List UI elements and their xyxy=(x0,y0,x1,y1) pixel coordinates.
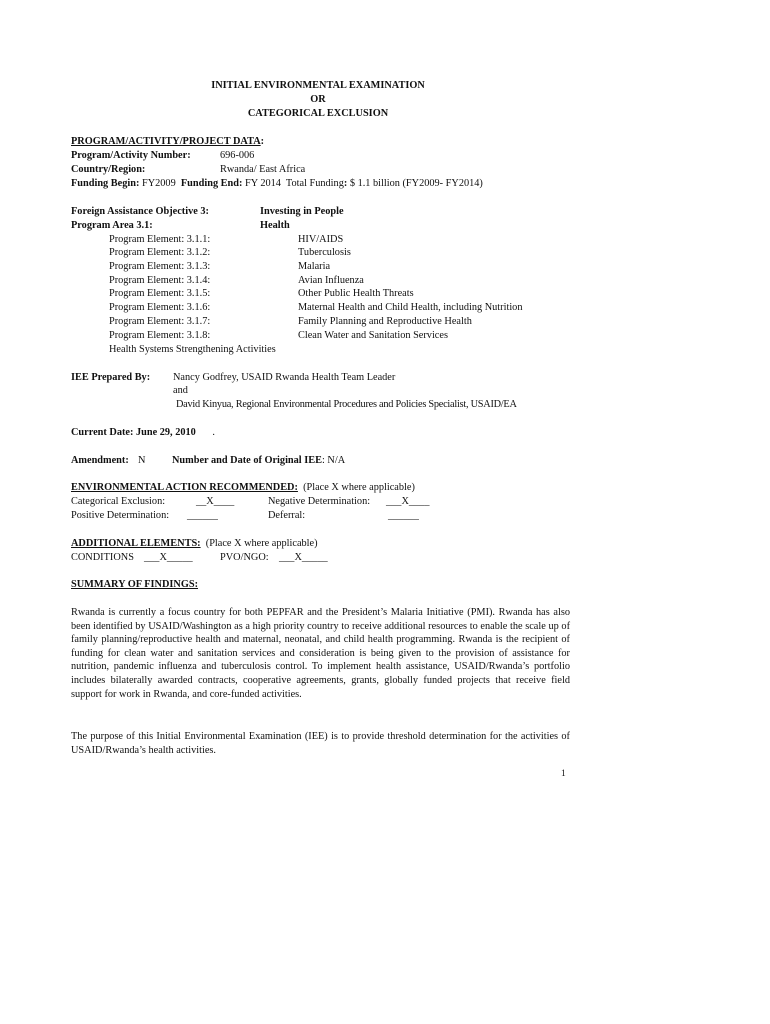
objective-label: Foreign Assistance Objective 3: xyxy=(71,206,209,217)
negative-determination-label: Negative Determination: xyxy=(268,496,371,507)
current-date-line xyxy=(71,426,215,439)
prepared-by-label: IEE Prepared By: xyxy=(71,372,151,383)
env-action-heading-line xyxy=(71,481,415,494)
program-element-value: Tuberculosis xyxy=(298,247,351,258)
categorical-exclusion-label: Categorical Exclusion: xyxy=(71,496,166,507)
conditions-value: ___X_____ xyxy=(144,552,193,563)
summary-paragraph-2: The purpose of this Initial Environmental Examination (IEE) is to provide threshold determination for the activities of USAID/Rwanda’s health activities. xyxy=(71,731,570,756)
positive-determination-value: ______ xyxy=(187,510,218,521)
program-element-label: Program Element: 3.1.2: xyxy=(109,247,211,258)
title-line-1: INITIAL ENVIRONMENTAL EXAMINATION xyxy=(211,80,425,91)
funding-begin-label: Funding Begin: xyxy=(71,178,140,189)
program-element-label: Program Element: 3.1.6: xyxy=(109,302,211,313)
program-data-heading xyxy=(71,135,264,148)
total-funding-label: Total Funding xyxy=(285,178,344,189)
total-funding-value: $ 1.1 billion (FY2009- FY2014) xyxy=(349,178,483,189)
current-date: Current Date: June 29, 2010 xyxy=(71,427,196,438)
program-element-value: Other Public Health Threats xyxy=(298,288,414,299)
negative-determination-value: ___X____ xyxy=(386,496,430,507)
original-iee-value: : N/A xyxy=(321,455,346,466)
program-element-value: Malaria xyxy=(298,261,331,272)
conditions-label: CONDITIONS xyxy=(71,552,134,563)
summary-paragraph-1: Rwanda is currently a focus country for both PEPFAR and the President’s Malaria Initiative (PMI). Rwanda has also been identified by USAID/Washington as a high priority country to receive additional resources to enable the scale up of family planning/reproductive health and maternal, neonatal, and child health programming. Rwanda is the recipient of funding for clean water and sanitation services and consideration is being given to the provision of assistance for nutrition, pandemic influenza and tuberculosis control. To implement health assistance, USAID/Rwanda’s portfolio includes bilaterally awarded contracts, cooperative agreements, grants, globally funded projects that receive field support for work in Rwanda, and core-funded activities. xyxy=(71,607,570,700)
deferral-label: Deferral: xyxy=(268,510,306,521)
current-date-dot: . xyxy=(212,427,215,438)
program-area-label: Program Area 3.1: xyxy=(71,220,153,231)
program-element-value: Clean Water and Sanitation Services xyxy=(298,330,448,341)
program-element-label: Program Element: 3.1.1: xyxy=(109,234,211,245)
program-element-label: Program Element: 3.1.7: xyxy=(109,316,211,327)
original-iee-label: Number and Date of Original IEE xyxy=(172,455,322,466)
pvo-ngo-value: ___X_____ xyxy=(279,552,328,563)
program-element-label: Program Element: 3.1.5: xyxy=(109,288,211,299)
env-action-heading: ENVIRONMENTAL ACTION RECOMMENDED: xyxy=(71,482,298,493)
additional-heading-line xyxy=(71,537,318,550)
funding-line xyxy=(71,177,483,190)
pvo-ngo-label: PVO/NGO: xyxy=(220,552,269,563)
activity-number-label: Program/Activity Number: xyxy=(71,150,191,161)
title-line-2: OR xyxy=(310,94,326,105)
summary-heading: SUMMARY OF FINDINGS: xyxy=(71,579,199,590)
positive-determination-label: Positive Determination: xyxy=(71,510,170,521)
funding-begin-value: FY2009 xyxy=(141,178,176,189)
program-element-label: Program Element: 3.1.3: xyxy=(109,261,211,272)
env-action-hint: (Place X where applicable) xyxy=(303,482,415,493)
activity-number-value: 696-006 xyxy=(220,150,255,161)
deferral-value: ______ xyxy=(388,510,419,521)
additional-hint: (Place X where applicable) xyxy=(205,538,318,549)
program-element-value: Maternal Health and Child Health, including Nutrition xyxy=(298,302,523,313)
program-element-label: Program Element: 3.1.4: xyxy=(109,275,211,286)
program-element-value: HIV/AIDS xyxy=(298,234,344,245)
preparer-and: and xyxy=(173,385,188,396)
page-number: 1 xyxy=(561,769,566,779)
title-line-3: CATEGORICAL EXCLUSION xyxy=(247,108,389,119)
program-area-value: Health xyxy=(260,220,290,231)
country-label: Country/Region: xyxy=(71,164,146,175)
funding-end-value: FY 2014 xyxy=(245,178,281,189)
preparer-2: David Kinyua, Regional Environmental Procedures and Policies Specialist, USAID/EA xyxy=(176,399,517,410)
amendment-value: N xyxy=(138,455,146,466)
preparer-1: Nancy Godfrey, USAID Rwanda Health Team Leader xyxy=(173,372,396,383)
program-data-heading-colon: : xyxy=(260,136,265,147)
categorical-exclusion-value: __X____ xyxy=(196,496,235,507)
program-element-value: Avian Influenza xyxy=(298,275,364,286)
country-value: Rwanda/ East Africa xyxy=(220,164,306,175)
original-iee xyxy=(172,454,345,467)
additional-heading: ADDITIONAL ELEMENTS: xyxy=(71,538,201,549)
program-data-heading-text: PROGRAM/ACTIVITY/PROJECT DATA xyxy=(71,136,261,147)
program-element-value: Family Planning and Reproductive Health xyxy=(298,316,472,327)
hss-activities: Health Systems Strengthening Activities xyxy=(109,344,276,355)
amendment-label: Amendment: xyxy=(71,455,129,466)
objective-value: Investing in People xyxy=(260,206,344,217)
program-element-label: Program Element: 3.1.8: xyxy=(109,330,211,341)
funding-end-label: Funding End: xyxy=(180,178,243,189)
total-funding-colon: : xyxy=(343,178,348,189)
